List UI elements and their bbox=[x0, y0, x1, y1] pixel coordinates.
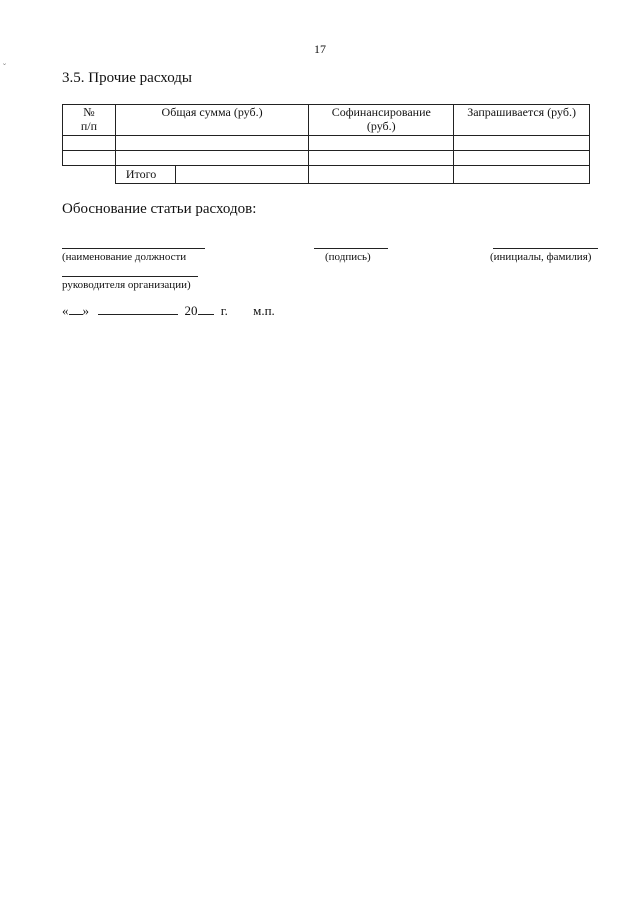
total-requested-cell[interactable] bbox=[454, 166, 590, 184]
total-label: Итого bbox=[116, 166, 176, 183]
table-row bbox=[63, 151, 590, 166]
table-header-row bbox=[63, 105, 590, 136]
open-quote: « bbox=[62, 303, 69, 318]
table-cell[interactable] bbox=[63, 151, 116, 166]
header-number bbox=[63, 105, 116, 136]
close-quote: » bbox=[82, 303, 89, 318]
stamp-label: м.п. bbox=[253, 303, 275, 318]
date-line bbox=[62, 303, 275, 319]
header-requested bbox=[454, 105, 590, 136]
table-cell[interactable] bbox=[115, 151, 309, 166]
org-line[interactable] bbox=[62, 276, 198, 277]
total-value[interactable] bbox=[176, 166, 309, 183]
margin-mark: ˘ bbox=[3, 62, 6, 72]
header-number-line1: № bbox=[83, 105, 95, 119]
year-prefix: 20 bbox=[184, 303, 198, 318]
position-line[interactable] bbox=[62, 248, 205, 249]
justification-label: Обоснование статьи расходов: bbox=[62, 201, 257, 217]
total-sum-cell bbox=[115, 166, 309, 184]
header-cofinancing-line1: Софинансирование bbox=[331, 105, 431, 119]
table-cell[interactable] bbox=[115, 136, 309, 151]
total-row bbox=[63, 166, 590, 184]
header-number-line2: п/п bbox=[80, 119, 98, 133]
year-suffix: г. bbox=[220, 303, 228, 318]
header-requested-line1: Запрашивается (руб.) bbox=[467, 105, 576, 119]
total-cofinancing-cell[interactable] bbox=[309, 166, 454, 184]
day-blank[interactable] bbox=[69, 303, 83, 315]
table-cell[interactable] bbox=[454, 136, 590, 151]
table-cell[interactable] bbox=[309, 136, 454, 151]
header-cofinancing bbox=[309, 105, 454, 136]
signature-caption: (подпись) bbox=[325, 251, 371, 263]
header-cofinancing-line2: (руб.) bbox=[366, 119, 396, 133]
expenses-table bbox=[62, 104, 590, 184]
page-number: 17 bbox=[314, 42, 326, 56]
table-row bbox=[63, 136, 590, 151]
total-spacer bbox=[63, 166, 116, 184]
month-blank[interactable] bbox=[98, 303, 178, 315]
signature-line[interactable] bbox=[314, 248, 388, 249]
table-cell[interactable] bbox=[63, 136, 116, 151]
section-title: 3.5. Прочие расходы bbox=[62, 70, 192, 86]
table-cell[interactable] bbox=[309, 151, 454, 166]
table-cell[interactable] bbox=[454, 151, 590, 166]
position-caption: (наименование должности bbox=[62, 251, 187, 263]
name-line[interactable] bbox=[493, 248, 598, 249]
year-blank[interactable] bbox=[198, 303, 214, 315]
header-total-sum-line1: Общая сумма (руб.) bbox=[161, 105, 263, 119]
header-total-sum bbox=[115, 105, 309, 136]
org-caption: руководителя организации) bbox=[62, 279, 191, 291]
name-caption: (инициалы, фамилия) bbox=[490, 251, 592, 263]
